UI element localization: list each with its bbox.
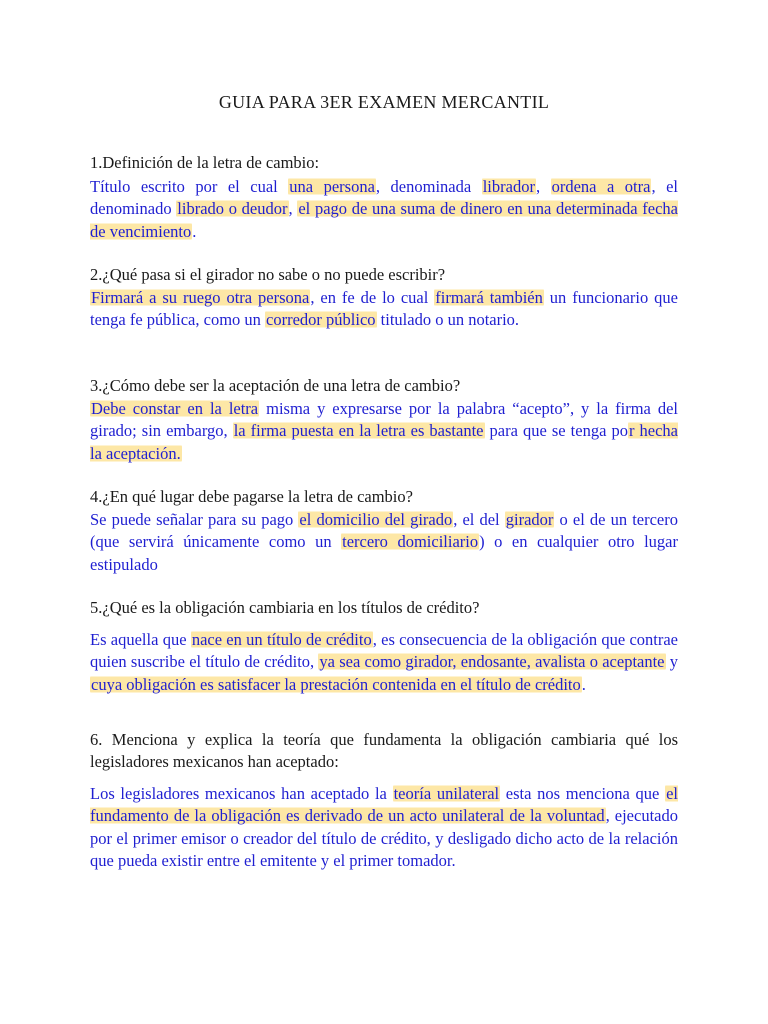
highlight: una persona <box>289 177 375 196</box>
highlight: cuya obligación es satisfacer la prestación contenida en el título de crédito <box>91 674 581 694</box>
answer-6: Los legisladores mexicanos han aceptado la teoría unilateral esta nos menciona que el fundamento de la obligación es derivado de un acto unilateral de la voluntad, ejecutado por el primer emisor o creador del título de crédito, y desligado dicho acto de la relación que pueda existir entre el emitente y el primer tomador. <box>90 784 678 870</box>
question-4: 4.¿En qué lugar debe pagarse la letra de cambio? <box>90 487 413 506</box>
question-2: 2.¿Qué pasa si el girador no sabe o no puede escribir? <box>90 265 446 284</box>
highlight: el pago de una suma de dinero en una determinada fecha de vencimiento <box>90 199 678 241</box>
highlight: librado o deudor <box>177 199 288 219</box>
highlight: firmará también <box>435 288 543 307</box>
answer-1: Título escrito por el cual una persona, denominada librador, ordena a otra, el denominado librado o deudor, el pago de una suma de dinero en una determinada fecha de vencimiento. <box>90 177 679 241</box>
question-5: 5.¿Qué es la obligación cambiaria en los títulos de crédito? <box>90 598 480 617</box>
answer-4: Se puede señalar para su pago el domicilio del girado, el del girador o el de un tercero (que servirá únicamente como un tercero domiciliario) o en cualquier otro lugar estipulado <box>90 510 678 574</box>
highlight: ya sea como girador, endosante, avalista o aceptante <box>319 652 665 672</box>
highlight: r hecha la aceptación. <box>90 421 679 463</box>
highlight: el domicilio del girado <box>299 510 453 529</box>
question-6: 6. Menciona y explica la teoría que fundamenta la obligación cambiaria qué los legisladores mexicanos han aceptado: <box>90 730 678 771</box>
highlight: Debe constar en la letra <box>91 399 259 418</box>
highlight: el fundamento de la obligación es derivado de un acto unilateral de la voluntad <box>90 784 678 826</box>
answer-2: Firmará a su ruego otra persona, en fe de lo cual firmará también un funcionario que tenga fe pública, como un corredor público titulado o un notario. <box>90 288 679 330</box>
document-title: GUIA PARA 3ER EXAMEN MERCANTIL <box>218 92 550 112</box>
question-3: 3.¿Cómo debe ser la aceptación de una letra de cambio? <box>90 376 461 395</box>
answer-5: Es aquella que nace en un título de crédito, es consecuencia de la obligación que contrae quien suscribe el título de crédito, ya sea como girador, endosante, avalista o aceptante y cuya obligación es satisfacer la prestación contenida en el título de crédito. <box>90 630 679 694</box>
highlight: Firmará a su ruego otra persona <box>91 288 310 307</box>
highlight: nace en un título de crédito <box>191 630 372 649</box>
highlight: tercero domiciliario <box>342 532 479 552</box>
highlight: teoría unilateral <box>393 784 500 803</box>
question-1: 1.Definición de la letra de cambio: <box>90 153 320 172</box>
highlight: ordena a otra <box>551 177 651 196</box>
highlight: girador <box>505 510 554 529</box>
highlight: corredor público <box>266 310 376 330</box>
answer-3: Debe constar en la letra misma y expresarse por la palabra “acepto”, y la firma del girado; sin embargo, la firma puesta en la letra es bastante para que se tenga por hecha la aceptación. <box>90 399 679 463</box>
highlight: librador <box>482 177 535 196</box>
highlight: la firma puesta en la letra es bastante <box>233 421 484 441</box>
